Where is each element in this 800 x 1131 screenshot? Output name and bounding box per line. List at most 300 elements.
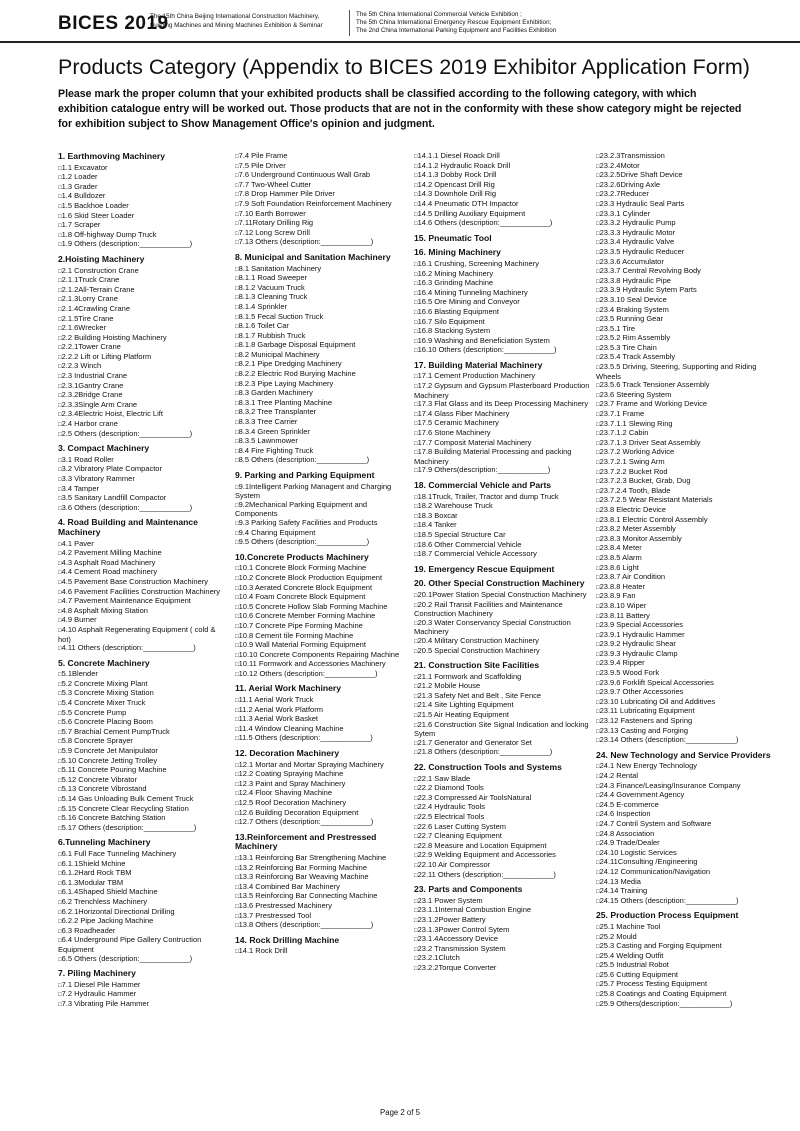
- category-item-label: 21.3 Safety Net and Belt , Site Fence: [417, 690, 542, 700]
- category-title: 8. Municipal and Sanitation Machinery: [235, 251, 391, 262]
- category-item-label: 6.3 Roadheader: [61, 925, 116, 935]
- header-description-line: Building Machines and Mining Machines Exhibition & Seminar: [150, 21, 323, 29]
- category-title: 25. Production Process Equipment: [596, 910, 739, 921]
- category-item-label: 21.7 Generator and Generator Set: [417, 737, 532, 747]
- category-item: [414, 647, 592, 657]
- category-item-label: 5.17 Others (description:____________): [61, 822, 197, 832]
- category-item-label: 23.3.3 Hydraulic Motor: [599, 227, 676, 237]
- category-item-label: 10.10 Concrete Components Repairing Machine: [238, 649, 400, 659]
- category-section: [58, 255, 228, 439]
- category-item-label: 20.4 Military Construction Machinery: [417, 635, 539, 645]
- category-item: [58, 1000, 228, 1010]
- category-item: [58, 430, 228, 440]
- category-item-label: 6.1.4Shaped Shield Machine: [61, 887, 158, 897]
- category-item: [235, 921, 410, 931]
- category-item-label: 10.2 Concrete Block Production Equipment: [238, 572, 383, 582]
- category-item: [58, 240, 228, 250]
- category-item-label: 23.8.11 Battery: [599, 610, 650, 620]
- category-item-label: 22.5 Electrical Tools: [417, 812, 485, 821]
- category-item-label: 17.7 Composit Material Machinery: [417, 437, 532, 447]
- category-item-label: 9.4 Charing Equipment: [238, 527, 316, 537]
- category-item-label: 23.2.5Drive Shaft Device: [599, 170, 683, 180]
- category-title: 10.Concrete Products Machinery: [235, 551, 369, 562]
- category-item-label: 11.2 Aerial Work Platform: [238, 704, 323, 714]
- category-item-label: 5.14 Gas Unloading Bulk Cement Truck: [61, 794, 194, 803]
- category-item-label: 5.12 Concrete Vibrator: [61, 774, 137, 784]
- category-item-label: 24.1 New Energy Technology: [599, 761, 698, 771]
- category-item-label: 5.1Blender: [61, 669, 98, 679]
- category-item: [414, 466, 592, 476]
- category-item-label: 7.7 Two-Wheel Cutter: [238, 179, 312, 189]
- category-item-label: 4.11 Others (description:____________): [61, 643, 196, 653]
- category-item-label: 24.14 Training: [599, 886, 648, 896]
- category-section: [414, 152, 592, 229]
- category-item-label: 8.3.4 Green Sprinkler: [238, 426, 310, 436]
- category-section: [596, 152, 776, 746]
- category-item-label: 6.1.2Hard Rock TBM: [61, 868, 132, 878]
- category-item-label: 23.10 Lubricating Oil and Additives: [599, 696, 716, 706]
- category-item-label: 1.3 Grader: [61, 181, 98, 191]
- category-item-label: 24.5 E-commerce: [599, 799, 659, 809]
- category-section: [235, 152, 410, 248]
- category-item-label: 5.7 Brachial Cement PumpTruck: [61, 726, 170, 736]
- category-item-label: 23.3.10 Seal Device: [599, 294, 667, 304]
- category-item-label: 4.7 Pavement Maintenance Equipment: [61, 596, 191, 606]
- category-item-label: 23.8 Electric Device: [599, 504, 666, 514]
- category-item-label: 9.1Intelligent Parking Managent and Charging System: [235, 481, 392, 501]
- category-item-label: 25.3 Casting and Forging Equipment: [599, 941, 722, 951]
- category-item-label: 1.5 Backhoe Loader: [61, 200, 129, 210]
- category-item-label: 5.2 Concrete Mixing Plant: [61, 678, 148, 688]
- category-item-label: 8.2.3 Pipe Laying Machinery: [238, 378, 334, 388]
- category-item-label: 1.2 Loader: [61, 172, 98, 182]
- category-item-label: 23.5 Running Gear: [599, 314, 664, 324]
- category-item-label: 2.3.4Electric Hoist, Electric Lift: [61, 409, 163, 419]
- category-item-label: 8.1 Sanitation Machinery: [238, 263, 322, 273]
- category-item-label: 5.9 Concrete Jet Manipulator: [61, 746, 158, 756]
- category-section: [235, 553, 410, 680]
- category-title: 5. Concrete Machinery: [58, 657, 150, 668]
- category-item-label: 2.1 Construction Crane: [61, 265, 139, 275]
- category-title: 6.Tunneling Machinery: [58, 837, 151, 848]
- category-item-label: 8.1.4 Sprinkler: [238, 301, 287, 311]
- category-item-label: 8.3.1 Tree Planting Machine: [238, 397, 333, 407]
- category-item-label: 21.6 Construction Site Signal Indication and locking Sytem: [414, 719, 589, 739]
- category-item-label: 12.7 Others (description:____________): [238, 817, 374, 827]
- category-item-label: 5.6 Concrete Placing Boom: [61, 717, 153, 727]
- category-item: [414, 382, 592, 400]
- category-item-label: 2.1.6Wrecker: [61, 323, 107, 333]
- category-item-label: 21.8 Others (description:____________): [417, 747, 553, 757]
- category-item-label: 13.2 Reinforcing Bar Forming Machine: [238, 862, 368, 872]
- category-item-label: 23.7.2.4 Tooth, Blade: [599, 485, 671, 495]
- category-title: 11. Aerial Work Machinery: [235, 683, 342, 694]
- category-item-label: 24.8 Association: [599, 828, 655, 838]
- category-item-label: 21.4 Site Lighting Equipment: [417, 700, 514, 710]
- category-section: [235, 936, 410, 957]
- category-item-label: 8.3 Garden Machinery: [238, 388, 313, 398]
- category-item-label: 23.5.6 Track Tensioner Assembly: [599, 380, 710, 390]
- category-item-label: 23.2.3Transmission: [599, 151, 665, 160]
- category-section: [414, 234, 592, 244]
- category-item-label: 5.5 Concrete Pump: [61, 707, 127, 717]
- category-item-label: 24.2 Rental: [599, 771, 638, 780]
- category-item-label: 23.9.2 Hydraulic Shear: [599, 639, 676, 649]
- category-item-label: 6.5 Others (description:____________): [61, 953, 193, 963]
- category-item-label: 16.2 Mining Machinery: [417, 268, 494, 278]
- category-item-label: 9.2Mechanical Parking Equipment and Components: [235, 499, 368, 519]
- category-item-label: 2.3.2Bridge Crane: [61, 390, 123, 400]
- category-item-label: 7.3 Vibrating Pile Hammer: [61, 998, 150, 1008]
- category-item-label: 23.2.7Reducer: [599, 189, 649, 199]
- category-item-label: 18.7 Commercial Vehicle Accessory: [417, 549, 537, 559]
- category-item-label: 6.1.3Modular TBM: [61, 877, 124, 887]
- category-section: [414, 763, 592, 880]
- category-item-label: 23.2 Transmission System: [417, 943, 506, 953]
- category-item-label: 5.16 Concrete Batching Station: [61, 813, 166, 823]
- category-item-label: 16.5 Ore Mining and Conveyor: [417, 297, 520, 307]
- category-section: [235, 833, 410, 931]
- category-item-label: 23.2.6Driving Axle: [599, 179, 661, 189]
- category-item-label: 23.7 Frame and Working Device: [599, 399, 708, 409]
- category-item-label: 25.4 Welding Outfit: [599, 950, 664, 960]
- category-item-label: 24.15 Others (description:____________): [599, 895, 739, 905]
- category-item: [414, 219, 592, 229]
- category-item: [235, 538, 410, 548]
- category-item-label: 22.6 Laser Cutting System: [417, 821, 507, 831]
- category-item-label: 23.1 Power System: [417, 895, 483, 905]
- category-item-label: 17.2 Gypsum and Gypsum Plasterboard Production Machinery: [414, 381, 590, 400]
- category-item: [235, 818, 410, 828]
- intro-paragraph: Please mark the proper column that your exhibited products shall be classified according to the following category, with which exhibition catalogue entry will be worked out. Those products that are not in the conformity with these show category might be rejected for exhibition subject to Show Management Office's opinion and judgment.: [58, 88, 742, 130]
- category-item: [58, 955, 228, 965]
- category-item-label: 2.2.2 Lift or Lifting Platform: [61, 351, 152, 361]
- category-item-label: 17.1 Cement Production Machinery: [417, 371, 536, 381]
- category-item-label: 5.11 Concrete Pouring Machine: [61, 765, 167, 775]
- category-item-label: 22.8 Measure and Location Equipment: [417, 840, 547, 850]
- category-item-label: 2.3 Industrial Crane: [61, 371, 128, 381]
- category-item-label: 12.3 Paint and Spray Machinery: [238, 778, 346, 788]
- category-item-label: 17.9 Others(description:____________): [417, 465, 551, 475]
- category-title: 13.Reinforcement and Prestressed Machinery: [235, 831, 377, 852]
- category-item: [414, 550, 592, 560]
- category-title: 19. Emergency Rescue Equipment: [414, 563, 555, 574]
- category-item-label: 14.5 Drilling Auxiliary Equipment: [417, 208, 526, 218]
- category-item-label: 23.3.7 Central Revolving Body: [599, 266, 701, 276]
- category-item-label: 8.1.7 Rubbish Truck: [238, 330, 306, 340]
- category-item-label: 4.10 Asphalt Regenerating Equipment ( cold & hot): [58, 624, 216, 644]
- category-item-label: 13.5 Reinforcing Bar Connecting Machine: [238, 891, 378, 901]
- category-item-label: 2.2 Building Hoisting Machinery: [61, 332, 167, 342]
- category-title: 21. Construction Site Facilities: [414, 660, 540, 671]
- category-item: [596, 897, 776, 907]
- category-item-label: 7.10 Earth Borrower: [238, 208, 306, 218]
- category-item-label: 10.4 Foam Concrete Block Equipment: [238, 592, 366, 602]
- category-item-label: 2.5 Others (description:____________): [61, 428, 193, 438]
- category-title: 15. Pneumatic Tool: [414, 232, 492, 243]
- category-item-label: 17.3 Flat Glass and its Deep Processing Machinery: [417, 399, 589, 409]
- category-item-label: 10.9 Wall Material Forming Equipment: [238, 640, 366, 650]
- category-section: [58, 518, 228, 653]
- category-item: [235, 456, 410, 466]
- category-section: [414, 248, 592, 356]
- category-item-label: 25.6 Cutting Equipment: [599, 969, 679, 979]
- category-item: [414, 448, 592, 466]
- category-section: [58, 659, 228, 834]
- category-item-label: 23.11 Lubricating Equipment: [599, 706, 695, 716]
- category-item-label: 20.1Power Station Special Construction Machinery: [417, 589, 587, 599]
- category-item-label: 5.4 Concrete Mixer Truck: [61, 698, 146, 708]
- category-item-label: 18.5 Special Structure Car: [417, 529, 506, 539]
- category-item-label: 23.2.4Motor: [599, 160, 640, 170]
- category-item-label: 10.8 Cement tile Forming Machine: [238, 630, 354, 640]
- category-item-label: 1.9 Others (description:____________): [61, 239, 193, 249]
- category-item-label: 10.6 Concrete Member Forming Machine: [238, 611, 376, 621]
- category-item-label: 4.8 Asphalt Mixing Station: [61, 605, 148, 615]
- category-item-label: 10.7 Concrete Pipe Forming Machine: [238, 620, 363, 630]
- category-column-2: [235, 152, 410, 962]
- category-item: [235, 947, 410, 957]
- category-item-label: 20.2 Rail Transit Facilities and Maintenance Construction Machinery: [414, 599, 563, 619]
- category-item-label: 23.7.1.3 Driver Seat Assembly: [599, 437, 701, 447]
- category-item: [235, 734, 410, 744]
- category-item-label: 5.8 Concrete Sprayer: [61, 736, 133, 746]
- category-item-label: 2.3.1Gantry Crane: [61, 380, 124, 390]
- category-item-label: 4.6 Pavement Facilities Construction Machinery: [61, 586, 221, 596]
- category-title: 9. Parking and Parking Equipment: [235, 470, 375, 480]
- category-item-label: 17.8 Building Material Processing and packing Machinery: [414, 447, 572, 466]
- category-item-label: 23.3.6 Accumulator: [599, 256, 664, 266]
- category-item-label: 2.4 Harbor crane: [61, 419, 118, 429]
- category-item-label: 4.5 Pavement Base Construction Machinery: [61, 576, 208, 586]
- category-item-label: 24.10 Logistic Services: [599, 847, 677, 857]
- category-item-label: 20.5 Special Construction Machinery: [417, 645, 540, 655]
- category-item-label: 16.10 Others (description:____________): [417, 345, 557, 355]
- category-item-label: 25.8 Coatings and Coating Equipment: [599, 989, 727, 999]
- category-item-label: 1.1 Excavator: [61, 162, 108, 172]
- category-item-label: 23.5.3 Tire Chain: [599, 342, 657, 352]
- category-item-label: 23.9.4 Ripper: [599, 658, 645, 668]
- category-title: 14. Rock Drilling Machine: [235, 934, 340, 945]
- category-item-label: 13.4 Combined Bar Machinery: [238, 881, 340, 891]
- category-item-label: 7.2 Hydraulic Hammer: [61, 989, 137, 999]
- category-item-label: 23.3.2 Hydraulic Pump: [599, 218, 676, 228]
- category-item-label: 14.1.2 Hydraulic Roack Drill: [417, 160, 511, 170]
- category-item-label: 23.7.1.1 Slewing Ring: [599, 418, 673, 428]
- category-title: 22. Construction Tools and Systems: [414, 762, 562, 773]
- category-item-label: 2.1.4Crawling Crane: [61, 303, 130, 313]
- category-item-label: 24.12 Communication/Navigation: [599, 866, 711, 876]
- category-item-label: 23.3.1 Cylinder: [599, 208, 651, 218]
- category-title: 24. New Technology and Service Providers: [596, 749, 771, 760]
- category-item-label: 21.5 Air Heating Equipment: [417, 710, 509, 720]
- category-item-label: 12.4 Floor Shaving Machine: [238, 788, 333, 798]
- category-item: [596, 1000, 776, 1010]
- category-item: [58, 936, 228, 954]
- category-item-label: 16.4 Mining Tunneling Machinery: [417, 287, 528, 297]
- category-item: [596, 736, 776, 746]
- category-item-label: 23.2.2Torque Converter: [417, 962, 497, 972]
- category-item-label: 10.11 Formwork and Accessories Machinery: [238, 659, 386, 669]
- category-title: 7. Piling Machinery: [58, 968, 136, 979]
- category-section: [58, 969, 228, 1009]
- category-item-label: 23.1.4Accessory Device: [417, 934, 499, 944]
- category-item-label: 25.2 Mould: [599, 931, 637, 941]
- category-item-label: 22.1 Saw Blade: [417, 773, 471, 783]
- category-item-label: 23.7.2.3 Bucket, Grab, Dug: [599, 476, 691, 486]
- category-item-label: 23.5.2 Rim Assembly: [599, 333, 671, 343]
- category-item-label: 6.4 Underground Pipe Gallery Contruction Equipment: [58, 935, 202, 954]
- category-item-label: 23.2.1Clutch: [417, 953, 460, 963]
- page-number: Page 2 of 5: [380, 1108, 420, 1117]
- category-item-label: 10.5 Concrete Hollow Slab Forming Machine: [238, 601, 388, 611]
- category-item: [414, 601, 592, 619]
- category-section: [414, 885, 592, 973]
- category-item-label: 3.5 Sanitary Landfill Compactor: [61, 493, 167, 503]
- category-item-label: 18.3 Boxcar: [417, 510, 458, 520]
- category-item: [235, 238, 410, 248]
- category-section: [235, 749, 410, 828]
- category-item-label: 18.1Truck, Trailer, Tractor and dump Truck: [417, 491, 559, 501]
- category-item-label: 17.5 Ceramic Machinery: [417, 418, 499, 428]
- category-item: [414, 346, 592, 356]
- category-item-label: 5.3 Concrete Mixing Station: [61, 688, 154, 698]
- category-item-label: 17.6 Stone Machinery: [417, 428, 491, 438]
- category-item-label: 23.3.9 Hydraulic Sytem Parts: [599, 285, 697, 295]
- category-item-label: 24.11Consulting /Engineering: [599, 857, 698, 867]
- category-section: [235, 684, 410, 744]
- header-separator: [349, 10, 350, 36]
- category-item-label: 21.2 Mobile House: [417, 681, 481, 691]
- category-item-label: 2.1.1Truck Crane: [61, 275, 120, 285]
- category-item-label: 25.1 Machine Tool: [599, 921, 661, 931]
- category-item: [414, 619, 592, 637]
- category-item-label: 2.2.1Tower Crane: [61, 342, 121, 352]
- category-item-label: 11.3 Aerial Work Basket: [238, 714, 318, 724]
- category-item-label: 8.3.5 Lawnmower: [238, 436, 298, 446]
- category-title: 3. Compact Machinery: [58, 443, 150, 454]
- category-item-label: 4.4 Cement Road machinery: [61, 567, 158, 577]
- category-item-label: 25.9 Others(description:____________): [599, 998, 733, 1008]
- category-item-label: 7.12 Long Screw Drill: [238, 227, 310, 237]
- category-item-label: 6.2.1Horizontal Directional Drilling: [61, 906, 175, 916]
- category-item-label: 23.12 Fasteners and Spring: [599, 716, 693, 726]
- category-item-label: 10.3 Aerated Concrete Block Equipment: [238, 582, 373, 592]
- category-title: 1. Earthmoving Machinery: [58, 151, 165, 161]
- category-item-label: 16.7 Silo Equipment: [417, 316, 485, 326]
- category-item: [58, 504, 228, 514]
- category-item-label: 16.6 Blasting Equipment: [417, 306, 499, 316]
- category-item: [58, 626, 228, 644]
- category-title: 23. Parts and Components: [414, 884, 523, 895]
- category-item: [414, 721, 592, 739]
- header-exhibition-line: The 5th China International Commercial Vehicle Exhibition ;: [356, 11, 522, 18]
- category-item-label: 8.5 Others (description:____________): [238, 455, 370, 465]
- category-item-label: 7.1 Diesel Pile Hammer: [61, 979, 141, 989]
- category-item-label: 1.4 Bulldozer: [61, 191, 106, 201]
- category-item-label: 13.7 Prestressed Tool: [238, 910, 312, 920]
- category-item-label: 23.3.5 Hydraulic Reducer: [599, 246, 685, 256]
- category-item-label: 23.7.2 Working Advice: [599, 447, 675, 457]
- page-title: Products Category (Appendix to BICES 2019 Exhibitor Application Form): [58, 55, 750, 79]
- category-section: [414, 481, 592, 560]
- category-item-label: 14.2 Opencast Drill Rig: [417, 179, 495, 189]
- category-item-label: 7.11Rotary Drilling Rig: [238, 218, 314, 228]
- category-section: [58, 152, 228, 250]
- category-item-label: 5.10 Concrete Jetting Trolley: [61, 755, 158, 765]
- category-item-label: 12.2 Coating Spraying Machine: [238, 769, 344, 779]
- category-item-label: 6.2.2 Pipe Jacking Machine: [61, 916, 154, 926]
- category-item-label: 4.9 Burner: [61, 615, 97, 625]
- header-exhibitions: [356, 11, 556, 35]
- category-section: [58, 838, 228, 964]
- category-item-label: 22.9 Welding Equipment and Accessories: [417, 850, 556, 860]
- category-title: 17. Building Material Machinery: [414, 359, 543, 370]
- category-item-label: 3.1 Road Roller: [61, 454, 114, 464]
- category-item-label: 1.7 Scraper: [61, 220, 101, 230]
- category-item-label: 18.2 Warehouse Truck: [417, 501, 493, 511]
- category-item-label: 18.4 Tanker: [417, 520, 457, 530]
- category-item-label: 8.1.2 Vacuum Truck: [238, 282, 305, 292]
- category-item-label: 8.3.2 Tree Transplanter: [238, 407, 317, 417]
- category-item-label: 23.9.7 Other Accessories: [599, 687, 684, 697]
- category-section: [596, 751, 776, 907]
- header-description: [150, 13, 323, 30]
- category-item-label: 22.3 Compressed Air ToolsNatural: [417, 792, 532, 802]
- category-item-label: 14.4 Pneumatic DTH Impactor: [417, 198, 519, 208]
- category-title: 18. Commercial Vehicle and Parts: [414, 480, 552, 490]
- category-item: [596, 363, 776, 381]
- category-item-label: 23.7.2.1 Swing Arm: [599, 457, 665, 466]
- category-item-label: 23.9.6 Forklift Speical Accessories: [599, 677, 714, 687]
- category-item-label: 13.3 Reinforcing Bar Weaving Machine: [238, 872, 369, 882]
- category-section: [235, 253, 410, 466]
- page-header: [0, 0, 800, 42]
- category-item-label: 20.3 Water Conservancy Special Construction Machinery: [414, 617, 571, 637]
- category-item-label: 7.13 Others (description:____________): [238, 237, 374, 247]
- category-item-label: 7.6 Underground Continuous Wall Grab: [238, 170, 371, 180]
- category-section: [414, 565, 592, 575]
- category-title: 16. Mining Machinery: [414, 247, 501, 258]
- category-item-label: 23.1.1Internal Combustion Engine: [417, 905, 532, 915]
- category-item-label: 11.5 Others (description:____________): [238, 733, 373, 743]
- header-description-line: The 15th China Beijing International Construction Machinery,: [150, 13, 320, 20]
- category-item-label: 11.4 Window Cleaning Machine: [238, 723, 344, 733]
- category-item-label: 23.8.7 Air Condition: [599, 572, 666, 582]
- category-item-label: 24.7 Contril System and Software: [599, 818, 712, 828]
- category-item-label: 2.2.3 Winch: [61, 361, 102, 371]
- category-item-label: 23.6 Steering System: [599, 389, 672, 399]
- category-item-label: 17.4 Glass Fiber Machinery: [417, 408, 510, 418]
- category-item-label: 8.1.6 Toilet Car: [238, 321, 289, 331]
- category-item-label: 9.3 Parking Safety Facilities and Products: [238, 517, 378, 527]
- category-item-label: 23.8.5 Alarm: [599, 552, 642, 562]
- category-item-label: 3.6 Others (description:____________): [61, 502, 193, 512]
- category-column-1: [58, 152, 228, 1014]
- category-item-label: 12.1 Mortar and Mortar Spraying Machinery: [238, 759, 384, 769]
- category-item-label: 14.1 Rock Drill: [238, 946, 288, 956]
- category-item-label: 7.4 Pile Frame: [238, 151, 288, 160]
- category-item: [235, 670, 410, 680]
- category-item-label: 23.8.4 Meter: [599, 543, 642, 553]
- category-item-label: 23.3.4 Hydraulic Valve: [599, 237, 675, 247]
- category-item-label: 3.2 Vibratory Plate Compactor: [61, 464, 162, 474]
- category-item-label: 23.1.2Power Battery: [417, 914, 486, 924]
- category-item-label: 25.5 Industrial Robot: [599, 960, 669, 970]
- category-item-label: 6.2 Trenchless Machinery: [61, 896, 148, 906]
- category-item-label: 4.2 Pavement Milling Machine: [61, 548, 162, 558]
- category-item-label: 8.1.1 Road Sweeper: [238, 273, 308, 283]
